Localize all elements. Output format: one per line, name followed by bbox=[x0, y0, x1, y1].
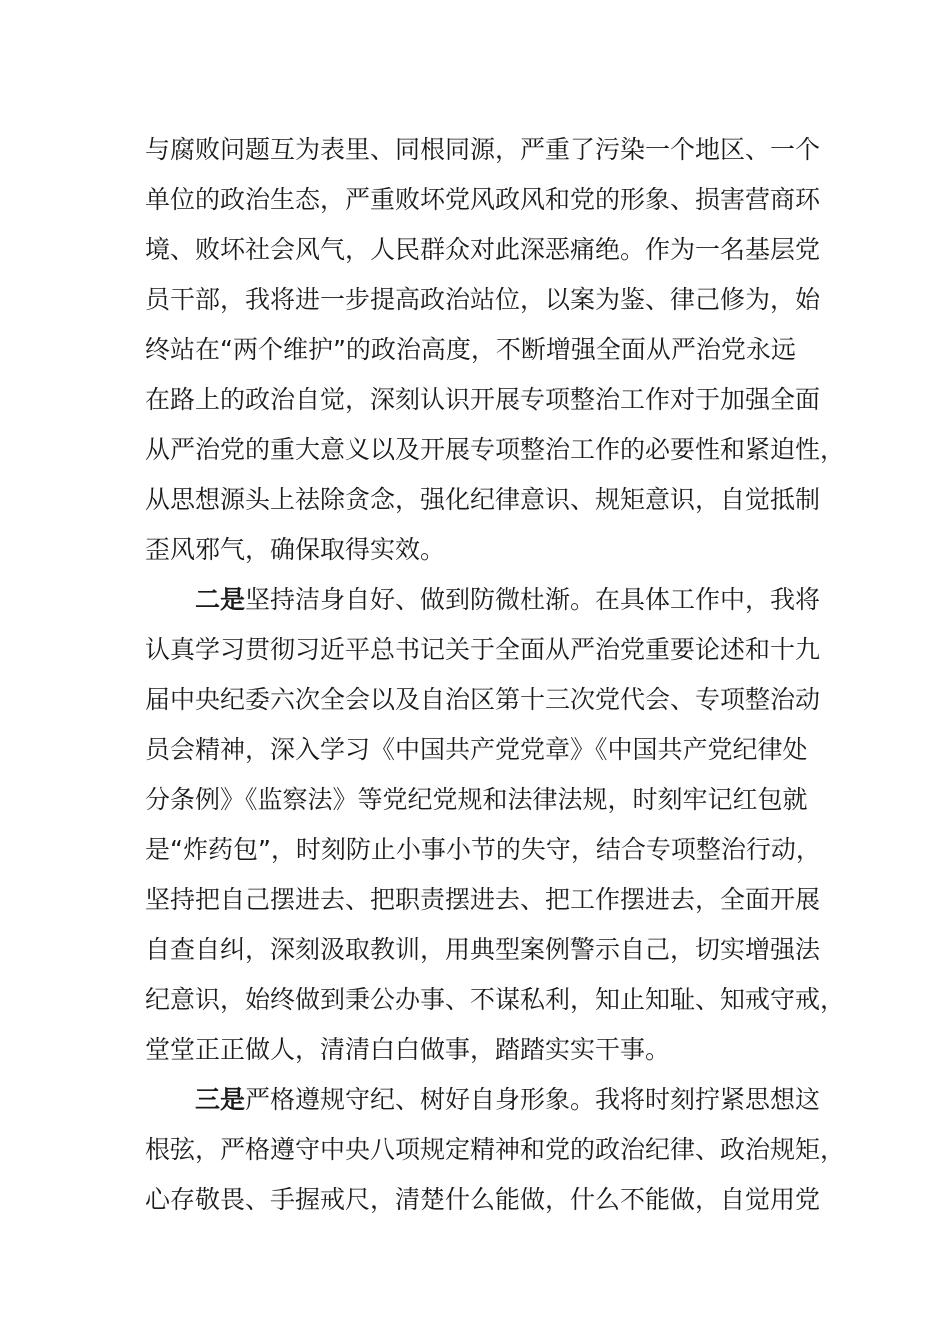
p1-line: 单位的政治生态，严重败坏党风政风和党的形象、损害营商环 bbox=[145, 185, 821, 214]
p3-first-line-text: 严格遵规守纪、树好自身形象。我将时刻拧紧思想这 bbox=[245, 1085, 821, 1114]
p2-line: 纪意识，始终做到秉公办事、不谋私利，知止知耻、知戒守戒， bbox=[145, 985, 846, 1014]
p1-line: 从思想源头上祛除贪念，强化纪律意识、规矩意识，自觉抵制 bbox=[145, 485, 821, 514]
p1-line: 与腐败问题互为表里、同根同源，严重了污染一个地区、一个 bbox=[145, 135, 821, 164]
p3-lead: 三是 bbox=[195, 1085, 246, 1114]
p2-line: 分条例》《监察法》等党纪党规和法律法规，时刻牢记红包就 bbox=[145, 785, 808, 814]
p2-lead: 二是 bbox=[195, 585, 246, 614]
p2-line: 堂堂正正做人，清清白白做事，踏踏实实干事。 bbox=[145, 1035, 671, 1064]
p1-line: 员干部，我将进一步提高政治站位，以案为鉴、律己修为，始 bbox=[145, 285, 821, 314]
p1-line: 终站在“两个维护”的政治高度，不断增强全面从严治党永远 bbox=[145, 335, 796, 364]
p1-line: 从严治党的重大意义以及开展专项整治工作的必要性和紧迫性， bbox=[145, 435, 846, 464]
p1-line: 在路上的政治自觉，深刻认识开展专项整治工作对于加强全面 bbox=[145, 385, 821, 414]
p1-line: 歪风邪气，确保取得实效。 bbox=[145, 535, 446, 564]
p2-line: 认真学习贯彻习近平总书记关于全面从严治党重要论述和十九 bbox=[145, 635, 821, 664]
p2-line: 届中央纪委六次全会以及自治区第十三次党代会、专项整治动 bbox=[145, 685, 821, 714]
p2-line: 坚持把自己摆进去、把职责摆进去、把工作摆进去，全面开展 bbox=[145, 885, 821, 914]
p2-line: 员会精神，深入学习《中国共产党党章》《中国共产党纪律处 bbox=[145, 735, 808, 764]
p3-line: 心存敬畏、手握戒尺，清楚什么能做，什么不能做，自觉用党 bbox=[145, 1185, 821, 1214]
p2-first-line bbox=[195, 575, 875, 625]
p2-line: 是“炸药包”，时刻防止小事小节的失守，结合专项整治行动， bbox=[145, 835, 821, 864]
p2-first-line-text: 坚持洁身自好、做到防微杜渐。在具体工作中，我将 bbox=[245, 585, 821, 614]
p3-first-line bbox=[195, 1075, 875, 1125]
p3-line: 根弦，严格遵守中央八项规定精神和党的政治纪律、政治规矩， bbox=[145, 1135, 846, 1164]
p1-line: 境、败坏社会风气，人民群众对此深恶痛绝。作为一名基层党 bbox=[145, 235, 821, 264]
p2-line: 自查自纠，深刻汲取教训，用典型案例警示自己，切实增强法 bbox=[145, 935, 821, 964]
